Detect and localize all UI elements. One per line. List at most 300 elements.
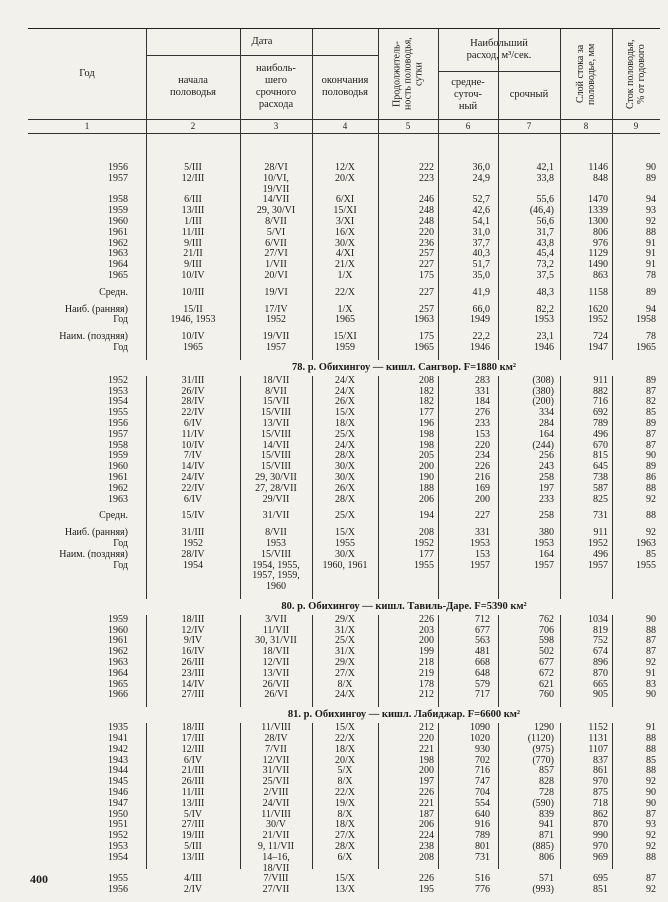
- date-end-cell: 1955: [335, 537, 355, 549]
- year-cell: 1955: [108, 407, 128, 419]
- runoff-layer-cell: 1300: [588, 215, 608, 227]
- duration-cell: 221: [419, 797, 434, 809]
- date-end-cell: 30/X: [335, 471, 355, 483]
- date-end-cell: 6/XI: [335, 194, 355, 206]
- runoff-layer-cell: 789: [593, 417, 608, 429]
- instant-flow-cell: 55,6: [536, 194, 554, 206]
- share-cell: 92: [646, 657, 656, 669]
- year-cell: Наим. (поздняя): [59, 331, 128, 343]
- share-cell: 87: [646, 439, 656, 451]
- duration-cell: 220: [419, 733, 434, 745]
- instant-flow-cell: 677: [539, 657, 554, 669]
- date-start-cell: 9/IV: [183, 635, 203, 647]
- date-start-cell: 31/III: [181, 374, 205, 386]
- instant-flow-cell: 23,1: [536, 331, 554, 343]
- year-cell: Год: [113, 559, 128, 571]
- runoff-layer-cell: 718: [593, 797, 608, 809]
- duration-cell: 219: [419, 667, 434, 679]
- daily-mean-cell: 747: [475, 776, 490, 788]
- year-cell: 1960: [108, 215, 128, 227]
- table-row: [28, 174, 660, 185]
- daily-mean-cell: 789: [475, 830, 490, 842]
- daily-mean-cell: 184: [475, 396, 490, 408]
- date-start-cell: 10/IV: [181, 331, 205, 343]
- instant-flow-cell: (993): [532, 884, 554, 896]
- year-cell: 1952: [108, 374, 128, 386]
- header-runoff-layer: Слой стока за половодье, мм: [575, 43, 597, 105]
- year-cell: 1959: [108, 205, 128, 217]
- column-number: 8: [583, 121, 589, 131]
- runoff-layer-cell: 862: [593, 808, 608, 820]
- date-end-cell: 18/X: [335, 417, 355, 429]
- daily-mean-cell: 36,0: [472, 162, 490, 173]
- year-cell: 1954: [108, 396, 128, 408]
- date-peak-cell: 1952: [266, 314, 286, 326]
- date-peak-cell: 27/VII: [262, 884, 290, 896]
- date-peak-cell: 10/VI,: [263, 172, 289, 184]
- share-cell: 92: [646, 527, 656, 539]
- share-cell: 1955: [636, 559, 656, 571]
- date-start-cell: 14/IV: [181, 461, 205, 473]
- instant-flow-cell: 56,6: [536, 215, 554, 227]
- date-end-cell: 8/X: [337, 678, 353, 690]
- runoff-layer-cell: 896: [593, 657, 608, 669]
- daily-mean-cell: 648: [475, 667, 490, 679]
- date-end-cell: 24/X: [335, 439, 355, 451]
- runoff-layer-cell: 496: [593, 548, 608, 560]
- daily-mean-cell: 1949: [470, 314, 490, 326]
- date-start-cell: 11/III: [181, 226, 205, 238]
- daily-mean-cell: 930: [475, 743, 490, 755]
- instant-flow-cell: (1120): [527, 733, 554, 745]
- date-peak-cell: 15/VIII: [261, 461, 291, 473]
- date-start-cell: 6/IV: [183, 754, 203, 766]
- share-cell: 91: [646, 237, 656, 249]
- date-peak-cell: 5/VI: [266, 226, 286, 238]
- daily-mean-cell: 717: [475, 689, 490, 701]
- share-cell: 87: [646, 873, 656, 885]
- year-cell: 1961: [108, 471, 128, 483]
- date-start-cell: 18/III: [181, 613, 205, 625]
- instant-flow-cell: 728: [539, 787, 554, 799]
- instant-flow-cell: (770): [532, 754, 554, 766]
- date-end-cell: 22/X: [335, 286, 355, 298]
- year-cell: 1952: [108, 830, 128, 842]
- runoff-layer-cell: 970: [593, 776, 608, 788]
- year-cell: Год: [113, 537, 128, 549]
- year-cell: 1958: [108, 439, 128, 451]
- date-peak-cell: 29, 30/VI: [256, 205, 296, 217]
- year-cell: 1953: [108, 841, 128, 853]
- runoff-layer-cell: 1152: [588, 722, 608, 734]
- runoff-layer-cell: 1339: [588, 205, 608, 217]
- date-peak-cell: 28/IV: [264, 733, 288, 745]
- date-start-cell: 28/IV: [181, 548, 205, 560]
- duration-cell: 248: [419, 215, 434, 227]
- runoff-layer-cell: 875: [593, 787, 608, 799]
- date-end-cell: 28/X: [335, 841, 355, 853]
- daily-mean-cell: 40,3: [472, 248, 490, 260]
- date-peak-cell: 2/VIII: [263, 787, 289, 799]
- year-cell: 1947: [108, 797, 128, 809]
- date-end-cell: 22/X: [335, 733, 355, 745]
- column-number: 5: [405, 121, 411, 131]
- table-row: [28, 582, 660, 593]
- daily-mean-cell: 801: [475, 841, 490, 853]
- date-peak-cell: 1960: [266, 581, 286, 593]
- date-peak-cell: 30, 31/VII: [255, 635, 297, 647]
- table-row: [28, 511, 660, 522]
- daily-mean-cell: 1946: [470, 341, 490, 353]
- date-peak-cell: 8/VII: [265, 215, 287, 227]
- date-peak-cell: 12/VII: [262, 657, 290, 669]
- date-peak-cell: 26/VII: [262, 678, 290, 690]
- year-cell: 1944: [108, 765, 128, 777]
- date-start-cell: 11/III: [181, 787, 205, 799]
- date-peak-cell: 31/VII: [262, 765, 290, 777]
- runoff-layer-cell: 815: [593, 450, 608, 462]
- date-end-cell: 31/X: [335, 646, 355, 658]
- runoff-layer-cell: 1952: [588, 537, 608, 549]
- instant-flow-cell: (308): [532, 374, 554, 386]
- daily-mean-cell: 731: [475, 851, 490, 863]
- runoff-layer-cell: 882: [593, 385, 608, 397]
- runoff-layer-cell: 1158: [588, 286, 608, 298]
- instant-flow-cell: 1290: [534, 722, 554, 734]
- daily-mean-cell: 227: [475, 510, 490, 522]
- runoff-layer-cell: 1490: [588, 259, 608, 271]
- instant-flow-cell: 48,3: [536, 286, 554, 298]
- header-maxflow: Наибольший расход, м³/сек.: [466, 38, 532, 61]
- instant-flow-cell: 256: [539, 450, 554, 462]
- year-cell: Средн.: [99, 286, 128, 298]
- duration-cell: 223: [419, 172, 434, 184]
- duration-cell: 220: [419, 226, 434, 238]
- runoff-layer-cell: 911: [593, 527, 608, 539]
- year-cell: 1965: [108, 678, 128, 690]
- grid-line: [28, 133, 660, 134]
- share-cell: 87: [646, 635, 656, 647]
- date-end-cell: 19/X: [335, 797, 355, 809]
- date-peak-cell: 29/VII: [262, 493, 290, 505]
- instant-flow-cell: (244): [532, 439, 554, 451]
- year-cell: 1964: [108, 667, 128, 679]
- daily-mean-cell: 200: [475, 493, 490, 505]
- duration-cell: 218: [419, 657, 434, 669]
- duration-cell: 224: [419, 830, 434, 842]
- duration-cell: 206: [419, 493, 434, 505]
- duration-cell: 212: [419, 722, 434, 734]
- date-end-cell: 12/X: [335, 162, 355, 173]
- runoff-layer-cell: 848: [593, 172, 608, 184]
- table-row: [28, 288, 660, 299]
- date-end-cell: 27/X: [335, 830, 355, 842]
- duration-cell: 227: [419, 259, 434, 271]
- duration-cell: 190: [419, 471, 434, 483]
- table-row: [28, 228, 660, 239]
- date-end-cell: 15/X: [335, 407, 355, 419]
- date-end-cell: 18/X: [335, 819, 355, 831]
- runoff-layer-cell: 911: [593, 374, 608, 386]
- instant-flow-cell: (975): [532, 743, 554, 755]
- daily-mean-cell: 220: [475, 439, 490, 451]
- date-start-cell: 10/III: [181, 286, 205, 298]
- date-start-cell: 21/II: [183, 248, 203, 260]
- table-row: [28, 376, 660, 387]
- date-peak-cell: 19/VII: [262, 183, 290, 195]
- daily-mean-cell: 24,9: [472, 172, 490, 184]
- daily-mean-cell: 276: [475, 407, 490, 419]
- date-start-cell: 26/III: [181, 776, 205, 788]
- instant-flow-cell: 762: [539, 613, 554, 625]
- daily-mean-cell: 51,7: [472, 259, 490, 271]
- daily-mean-cell: 22,2: [472, 331, 490, 343]
- header-year: Год: [79, 68, 95, 79]
- date-peak-cell: 15/VII: [262, 396, 290, 408]
- share-cell: 87: [646, 428, 656, 440]
- daily-mean-cell: 579: [475, 678, 490, 690]
- runoff-layer-cell: 724: [593, 331, 608, 343]
- date-peak-cell: 11/VIII: [261, 722, 291, 734]
- table-row: [28, 885, 660, 896]
- share-cell: 82: [646, 396, 656, 408]
- instant-flow-cell: 621: [539, 678, 554, 690]
- duration-cell: 200: [419, 461, 434, 473]
- instant-flow-cell: 284: [539, 417, 554, 429]
- daily-mean-cell: 776: [475, 884, 490, 896]
- runoff-layer-cell: 861: [593, 765, 608, 777]
- date-end-cell: 13/X: [335, 884, 355, 896]
- instant-flow-cell: 73,2: [536, 259, 554, 271]
- share-cell: 89: [646, 374, 656, 386]
- share-cell: 91: [646, 259, 656, 271]
- runoff-layer-cell: 1129: [588, 248, 608, 260]
- date-peak-cell: 1957: [266, 341, 286, 353]
- runoff-layer-cell: 665: [593, 678, 608, 690]
- share-cell: 89: [646, 172, 656, 184]
- runoff-layer-cell: 870: [593, 819, 608, 831]
- table-row: [28, 271, 660, 282]
- daily-mean-cell: 35,0: [472, 269, 490, 281]
- duration-cell: 182: [419, 396, 434, 408]
- runoff-layer-cell: 969: [593, 851, 608, 863]
- date-peak-cell: 19/VI: [264, 286, 288, 298]
- date-start-cell: 27/III: [181, 689, 205, 701]
- runoff-layer-cell: 692: [593, 407, 608, 419]
- daily-mean-cell: 153: [475, 428, 490, 440]
- daily-mean-cell: 716: [475, 765, 490, 777]
- share-cell: 1958: [636, 314, 656, 326]
- date-end-cell: 18/X: [335, 743, 355, 755]
- runoff-layer-cell: 1470: [588, 194, 608, 206]
- year-cell: 1960: [108, 624, 128, 636]
- column-number: 6: [465, 121, 471, 131]
- date-peak-cell: 14/VII: [262, 194, 290, 206]
- column-number: 2: [190, 121, 196, 131]
- date-peak-cell: 14–16,: [262, 851, 290, 863]
- share-cell: 90: [646, 450, 656, 462]
- duration-cell: 178: [419, 678, 434, 690]
- runoff-layer-cell: 670: [593, 439, 608, 451]
- daily-mean-cell: 42,6: [472, 205, 490, 217]
- date-peak-cell: 9, 11/VII: [257, 841, 295, 853]
- date-peak-cell: 15/VIII: [261, 428, 291, 440]
- runoff-layer-cell: 905: [593, 689, 608, 701]
- header-share: Сток половодья, % от годового: [625, 39, 647, 109]
- runoff-layer-cell: 587: [593, 482, 608, 494]
- year-cell: 1942: [108, 743, 128, 755]
- date-peak-cell: 7/VIII: [263, 873, 289, 885]
- date-end-cell: 20/X: [335, 172, 355, 184]
- date-start-cell: 14/IV: [181, 678, 205, 690]
- date-start-cell: 21/III: [181, 765, 205, 777]
- instant-flow-cell: 258: [539, 471, 554, 483]
- year-cell: 1962: [108, 646, 128, 658]
- date-end-cell: 29/X: [335, 613, 355, 625]
- table-row: [28, 690, 660, 701]
- daily-mean-cell: 481: [475, 646, 490, 658]
- date-peak-cell: 7/VII: [265, 743, 287, 755]
- date-start-cell: 4/III: [184, 873, 202, 885]
- instant-flow-cell: 82,2: [536, 303, 554, 315]
- date-start-cell: 6/III: [184, 194, 202, 206]
- share-cell: 88: [646, 482, 656, 494]
- date-start-cell: 1954: [183, 559, 203, 571]
- year-cell: 1953: [108, 385, 128, 397]
- daily-mean-cell: 226: [475, 461, 490, 473]
- duration-cell: 221: [419, 743, 434, 755]
- runoff-layer-cell: 674: [593, 646, 608, 658]
- date-start-cell: 26/III: [181, 657, 205, 669]
- share-cell: 90: [646, 797, 656, 809]
- date-start-cell: 31/III: [181, 527, 205, 539]
- duration-cell: 200: [419, 765, 434, 777]
- share-cell: 88: [646, 624, 656, 636]
- duration-cell: 175: [419, 269, 434, 281]
- daily-mean-cell: 1957: [470, 559, 490, 571]
- date-peak-cell: 31/VII: [262, 510, 290, 522]
- instant-flow-cell: 760: [539, 689, 554, 701]
- duration-cell: 208: [419, 374, 434, 386]
- date-peak-cell: 3/VII: [265, 613, 287, 625]
- header-date: Дата: [251, 36, 273, 47]
- date-end-cell: 24/X: [335, 374, 355, 386]
- duration-cell: 208: [419, 851, 434, 863]
- instant-flow-cell: 502: [539, 646, 554, 658]
- runoff-layer-cell: 806: [593, 226, 608, 238]
- share-cell: 89: [646, 286, 656, 298]
- duration-cell: 226: [419, 787, 434, 799]
- daily-mean-cell: 41,9: [472, 286, 490, 298]
- date-end-cell: 30/X: [335, 548, 355, 560]
- year-cell: 1963: [108, 657, 128, 669]
- instant-flow-cell: 243: [539, 461, 554, 473]
- date-end-cell: 4/XI: [335, 248, 355, 260]
- share-cell: 85: [646, 754, 656, 766]
- date-start-cell: 1/III: [184, 215, 202, 227]
- share-cell: 90: [646, 787, 656, 799]
- daily-mean-cell: 283: [475, 374, 490, 386]
- duration-cell: 197: [419, 776, 434, 788]
- section-title: 78. р. Обихингоу — кишл. Сангвор. F=1880 км²: [28, 360, 660, 376]
- date-peak-cell: 15/VIII: [261, 407, 291, 419]
- date-end-cell: 3/XI: [335, 215, 355, 227]
- date-peak-cell: 13/VII: [262, 667, 290, 679]
- date-start-cell: 22/IV: [181, 482, 205, 494]
- instant-flow-cell: 598: [539, 635, 554, 647]
- date-peak-cell: 26/VI: [264, 689, 288, 701]
- date-end-cell: 15/X: [335, 873, 355, 885]
- date-start-cell: 9/III: [184, 259, 202, 271]
- instant-flow-cell: 31,7: [536, 226, 554, 238]
- date-start-cell: 11/IV: [181, 428, 205, 440]
- date-end-cell: 20/X: [335, 754, 355, 766]
- share-cell: 88: [646, 851, 656, 863]
- duration-cell: 226: [419, 613, 434, 625]
- date-end-cell: 1/X: [337, 269, 353, 281]
- date-end-cell: 21/X: [335, 259, 355, 271]
- date-end-cell: 24/X: [335, 385, 355, 397]
- instant-flow-cell: 1953: [534, 314, 554, 326]
- duration-cell: 248: [419, 205, 434, 217]
- instant-flow-cell: 839: [539, 808, 554, 820]
- duration-cell: 199: [419, 646, 434, 658]
- year-cell: Средн.: [99, 510, 128, 522]
- grid-line: [28, 119, 660, 120]
- year-cell: 1961: [108, 635, 128, 647]
- runoff-layer-cell: 695: [593, 873, 608, 885]
- share-cell: 83: [646, 678, 656, 690]
- runoff-layer-cell: 837: [593, 754, 608, 766]
- duration-cell: 188: [419, 482, 434, 494]
- share-cell: 92: [646, 215, 656, 227]
- runoff-layer-cell: 738: [593, 471, 608, 483]
- date-start-cell: 10/IV: [181, 269, 205, 281]
- date-start-cell: 17/III: [181, 733, 205, 745]
- date-end-cell: 8/X: [337, 808, 353, 820]
- runoff-layer-cell: 970: [593, 841, 608, 853]
- daily-mean-cell: 37,7: [472, 237, 490, 249]
- column-number: 7: [526, 121, 532, 131]
- daily-mean-cell: 677: [475, 624, 490, 636]
- instant-flow-cell: 43,8: [536, 237, 554, 249]
- daily-mean-cell: 331: [475, 385, 490, 397]
- duration-cell: 227: [419, 286, 434, 298]
- year-cell: 1962: [108, 482, 128, 494]
- date-peak-cell: 1957, 1959,: [252, 570, 300, 582]
- instant-flow-cell: 33,8: [536, 172, 554, 184]
- duration-cell: 226: [419, 873, 434, 885]
- year-cell: 1941: [108, 733, 128, 745]
- year-cell: Наиб. (ранняя): [64, 527, 128, 539]
- year-cell: Наим. (поздняя): [59, 548, 128, 560]
- duration-cell: 196: [419, 417, 434, 429]
- share-cell: 90: [646, 613, 656, 625]
- daily-mean-cell: 153: [475, 548, 490, 560]
- daily-mean-cell: 668: [475, 657, 490, 669]
- date-end-cell: 15/XI: [333, 205, 357, 217]
- date-end-cell: 5/X: [337, 765, 353, 777]
- table-row: [28, 561, 660, 572]
- year-cell: 1956: [108, 417, 128, 429]
- date-peak-cell: 29, 30/VII: [255, 471, 297, 483]
- instant-flow-cell: (46,4): [529, 205, 554, 217]
- date-end-cell: 15/X: [335, 527, 355, 539]
- date-peak-cell: 25/VII: [262, 776, 290, 788]
- daily-mean-cell: 169: [475, 482, 490, 494]
- table-body: [28, 153, 660, 902]
- share-cell: 91: [646, 667, 656, 679]
